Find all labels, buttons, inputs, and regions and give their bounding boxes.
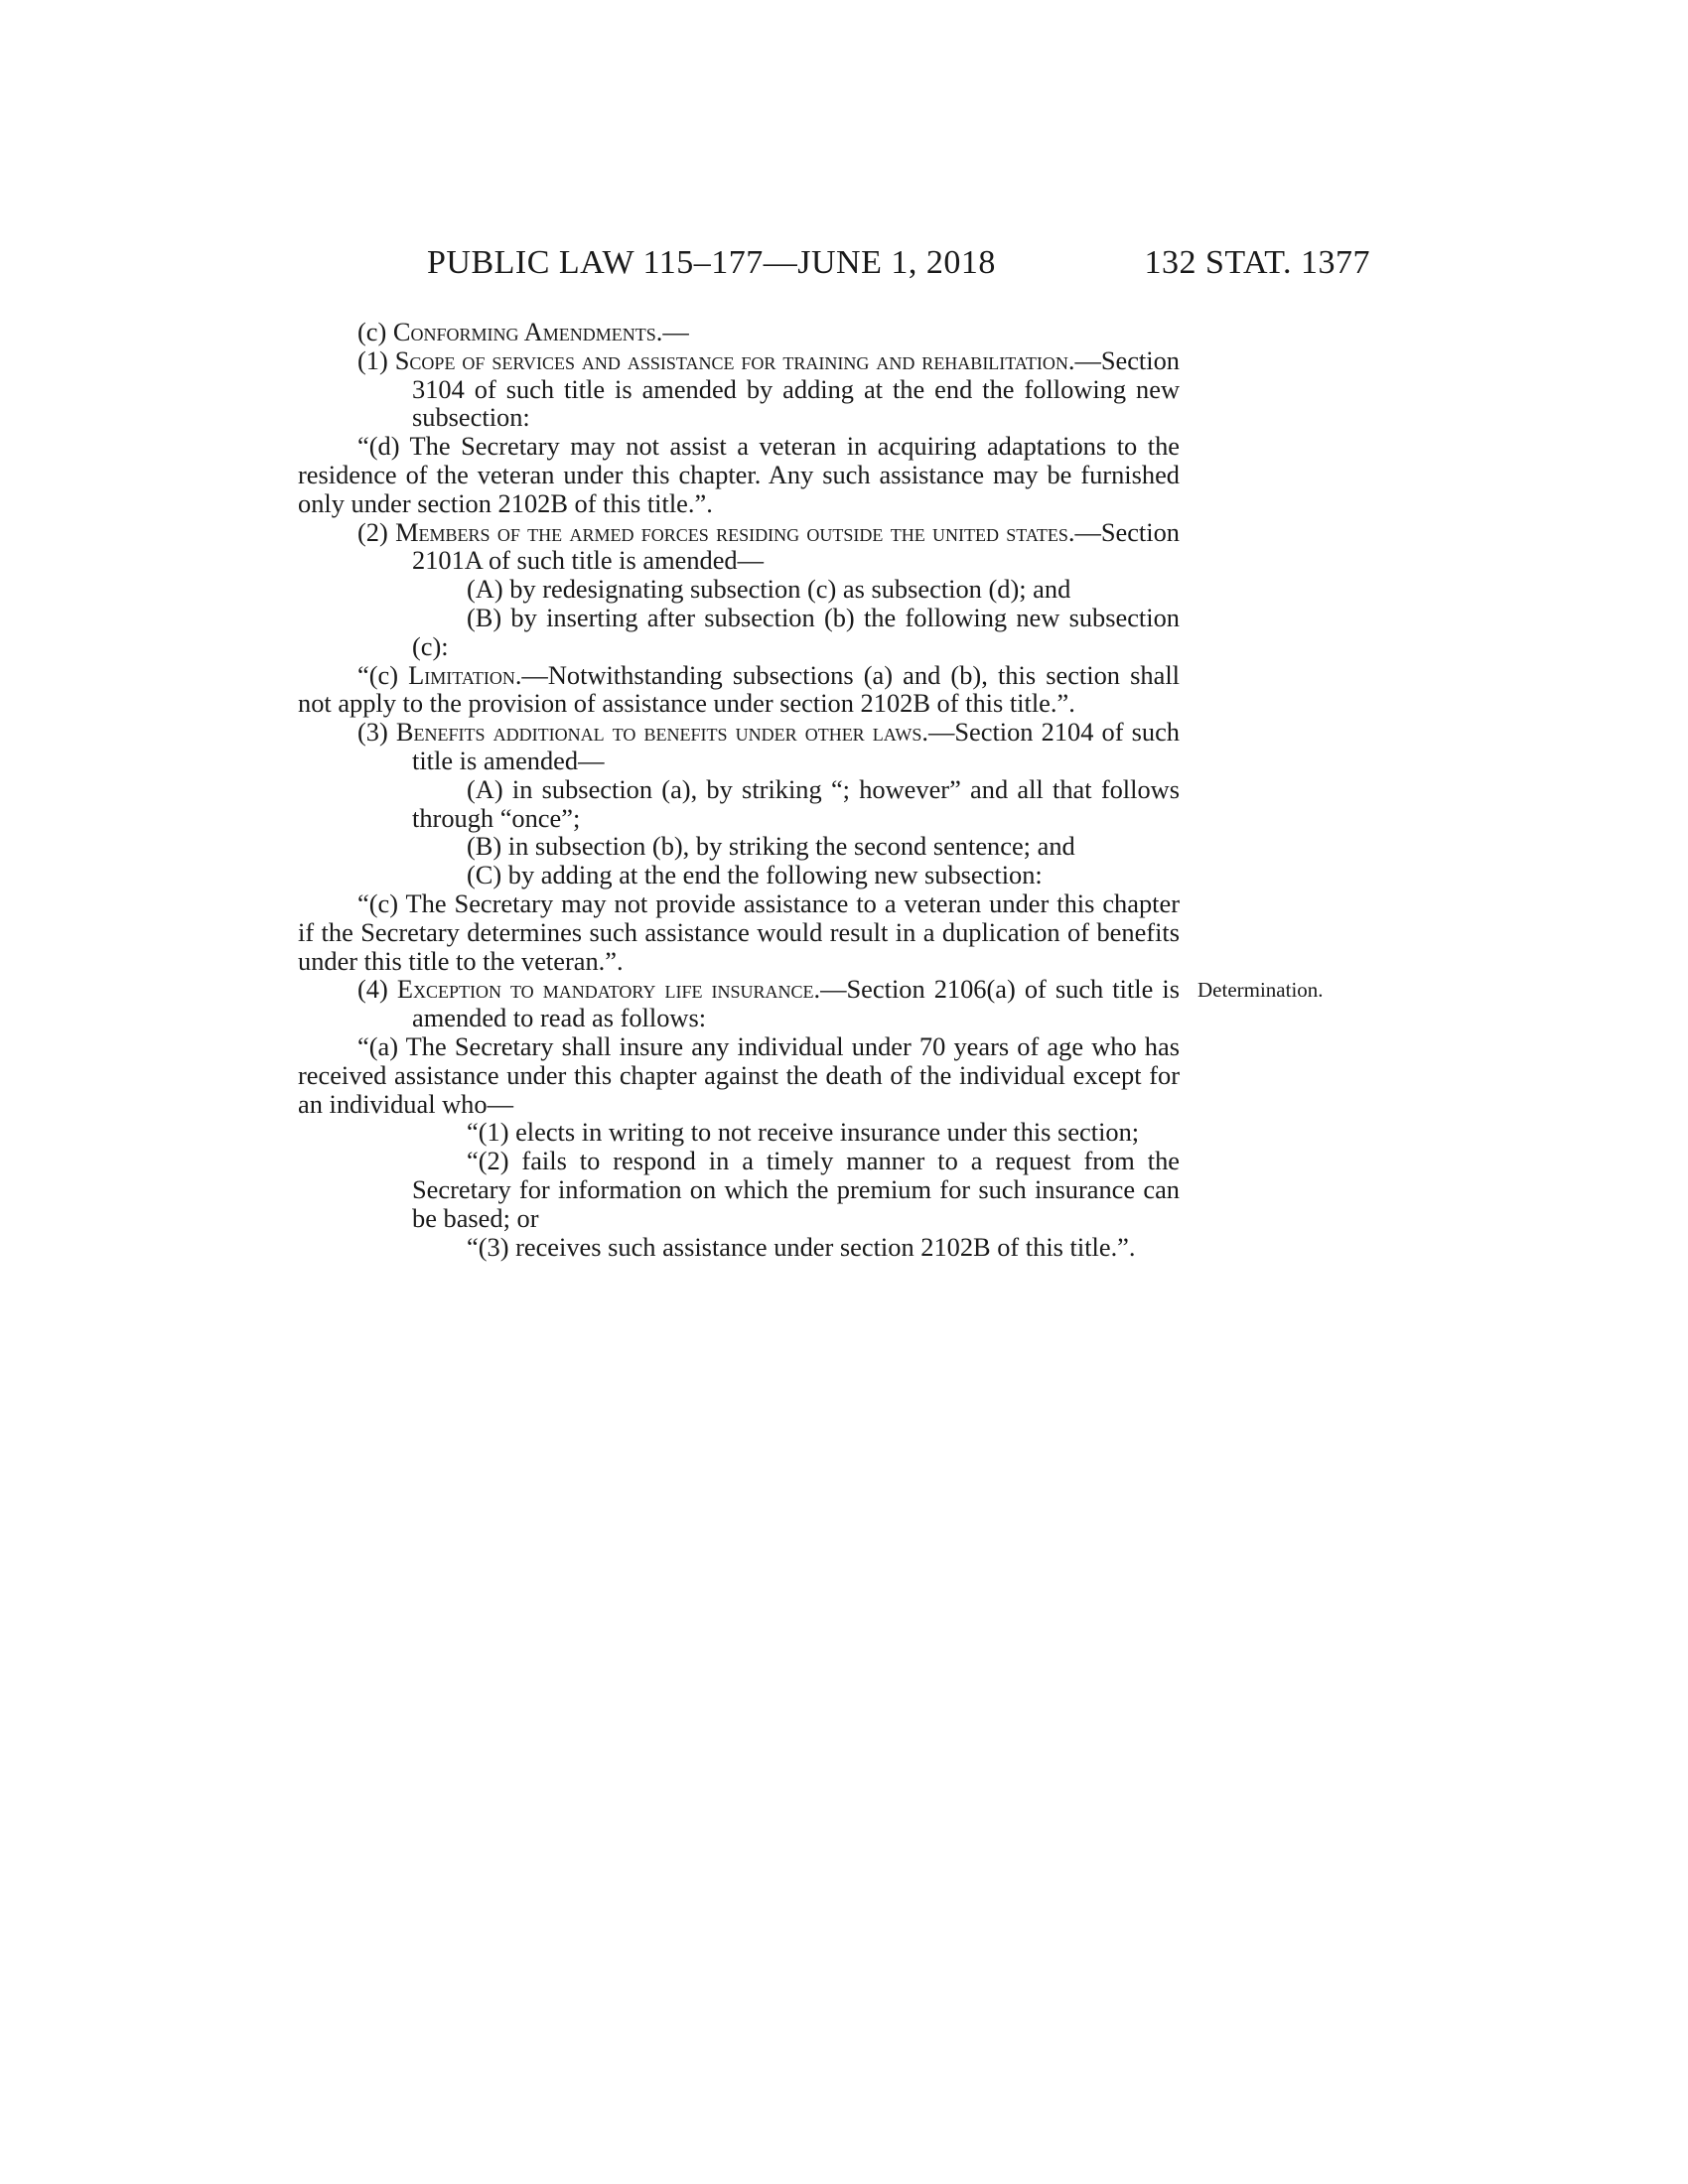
text-run: (A) by redesignating subsection (c) as subsection (d); and (467, 574, 1071, 605)
text-run: (B) by inserting after subsection (b) the following new subsection (c): (412, 602, 1180, 661)
paragraph (298, 718, 1180, 775)
small-caps-heading: Members of the armed forces residing outside the united states (395, 516, 1068, 547)
text-run: .—Notwithstanding subsections (a) and (b), this section shall not apply to the provision of assistance under section 2102B of this title.”. (298, 659, 1180, 719)
small-caps-heading: Scope of services and assistance for training and rehabilitation (394, 344, 1068, 375)
paragraph (298, 889, 1180, 975)
paragraph (298, 518, 1180, 576)
paragraph (298, 1147, 1180, 1232)
small-caps-heading: Conforming Amendments (392, 317, 656, 346)
paragraph (298, 575, 1180, 604)
paragraph (298, 1032, 1180, 1118)
paragraph (298, 661, 1180, 719)
statute-page-number: 132 STAT. 1377 (1144, 244, 1370, 281)
text-run: (3) (357, 717, 396, 748)
text-run: (c) (357, 317, 393, 346)
text-run: .—Section 3104 of such title is amended by adding at the end the following new subsection: (412, 344, 1180, 433)
text-run: “(a) The Secretary shall insure any individual under 70 years of age who has received assistance under this chapter against the death of the individual except for an individual who— (298, 1030, 1180, 1119)
paragraph (298, 604, 1180, 661)
paragraph (298, 832, 1180, 861)
paragraph (298, 432, 1180, 517)
small-caps-heading: Benefits additional to benefits under other laws (395, 717, 922, 748)
text-run: .— (655, 317, 689, 346)
document-body (298, 318, 1180, 1261)
text-run: (1) (357, 344, 395, 375)
text-run: .—Section 2101A of such title is amended— (412, 516, 1180, 576)
paragraph (298, 1233, 1180, 1262)
text-run: “(d) The Secretary may not assist a veteran in acquiring adaptations to the residence of the veteran under this chapter. Any such assistance may be furnished only under section 2102B of this title.”. (298, 431, 1180, 518)
small-caps-heading: Limitation (408, 659, 515, 690)
paragraph (298, 346, 1180, 432)
text-run: (A) in subsection (a), by striking “; however” and all that follows through “once”; (412, 773, 1180, 833)
margin-note: Determination. (1197, 978, 1324, 1002)
text-run: (2) (357, 516, 396, 547)
paragraph (298, 1118, 1180, 1147)
text-run: (4) (357, 974, 397, 1005)
paragraph (298, 861, 1180, 889)
paragraph (298, 775, 1180, 833)
small-caps-heading: Exception to mandatory life insurance (396, 974, 814, 1005)
text-run: (B) in subsection (b), by striking the second sentence; and (467, 831, 1075, 862)
running-head-title: PUBLIC LAW 115–177—JUNE 1, 2018 (427, 244, 996, 281)
paragraph (298, 318, 1180, 346)
text-run: “(c) (357, 659, 409, 690)
text-run: “(c) The Secretary may not provide assistance to a veteran under this chapter if the Secretary determines such assistance would result in a duplication of benefits under this title to the veteran.”. (298, 887, 1180, 976)
paragraph (298, 975, 1180, 1032)
text-run: (C) by adding at the end the following new subsection: (467, 860, 1043, 890)
text-run: .—Section 2104 of such title is amended— (412, 717, 1180, 775)
text-run: “(1) elects in writing to not receive insurance under this section; (467, 1117, 1140, 1148)
text-run: “(2) fails to respond in a timely manner to a request from the Secretary for information on which the premium for such insurance can be based; or (412, 1146, 1180, 1233)
text-run: “(3) receives such assistance under section 2102B of this title.”. (467, 1231, 1136, 1262)
text-run: .—Section 2106(a) of such title is amended to read as follows: (412, 974, 1180, 1033)
page-header (298, 244, 1370, 288)
